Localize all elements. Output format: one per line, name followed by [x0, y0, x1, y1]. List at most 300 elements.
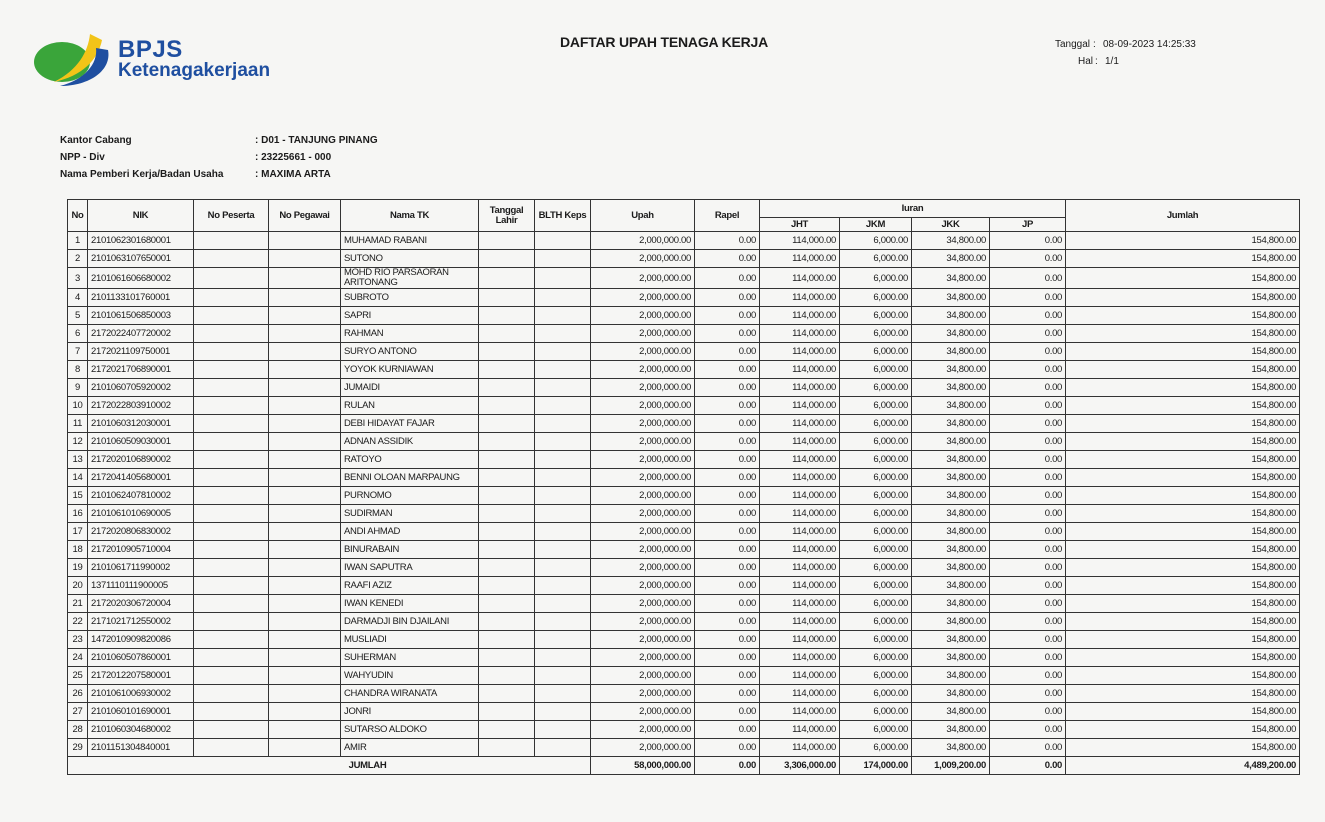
- cell-no: 21: [68, 595, 88, 613]
- hal-label: Hal: [1077, 56, 1093, 67]
- cell-jumlah: 154,800.00: [1066, 505, 1300, 523]
- cell-jht: 114,000.00: [760, 667, 840, 685]
- hal-value: 1/1: [1105, 56, 1119, 67]
- cell-empty: [479, 541, 535, 559]
- kantor-label: Kantor Cabang: [60, 135, 132, 146]
- cell-empty: [194, 397, 269, 415]
- cell-jkm: 6,000.00: [840, 613, 912, 631]
- cell-empty: [269, 613, 341, 631]
- cell-rapel: 0.00: [695, 595, 760, 613]
- cell-empty: [479, 667, 535, 685]
- cell-nik: 2101061711990002: [88, 559, 194, 577]
- cell-jkk: 34,800.00: [912, 307, 990, 325]
- cell-empty: [269, 361, 341, 379]
- npp-value: : 23225661 - 000: [255, 152, 332, 163]
- cell-empty: [269, 541, 341, 559]
- cell-empty: [535, 559, 591, 577]
- cell-empty: [194, 268, 269, 289]
- cell-jkk: 34,800.00: [912, 433, 990, 451]
- cell-empty: [194, 505, 269, 523]
- cell-nama: DEBI HIDAYAT FAJAR: [341, 415, 479, 433]
- cell-jumlah: 154,800.00: [1066, 307, 1300, 325]
- cell-empty: [535, 469, 591, 487]
- cell-jp: 0.00: [990, 343, 1066, 361]
- cell-nama: JONRI: [341, 703, 479, 721]
- cell-empty: [194, 232, 269, 250]
- cell-jp: 0.00: [990, 523, 1066, 541]
- cell-jp: 0.00: [990, 361, 1066, 379]
- cell-rapel: 0.00: [695, 232, 760, 250]
- cell-jumlah: 154,800.00: [1066, 613, 1300, 631]
- cell-empty: [194, 667, 269, 685]
- table-row: [68, 232, 1300, 250]
- cell-jp: 0.00: [990, 487, 1066, 505]
- cell-jht: 114,000.00: [760, 397, 840, 415]
- cell-empty: [535, 613, 591, 631]
- cell-no: 10: [68, 397, 88, 415]
- cell-nik: 2101060101690001: [88, 703, 194, 721]
- cell-empty: [479, 505, 535, 523]
- cell-empty: [535, 397, 591, 415]
- cell-jp: 0.00: [990, 415, 1066, 433]
- cell-jkk: 34,800.00: [912, 361, 990, 379]
- table-row: [68, 631, 1300, 649]
- cell-empty: [269, 739, 341, 757]
- cell-no: 29: [68, 739, 88, 757]
- employer-info: [60, 132, 378, 183]
- cell-rapel: 0.00: [695, 577, 760, 595]
- cell-empty: [194, 307, 269, 325]
- cell-jkm: 6,000.00: [840, 577, 912, 595]
- cell-upah: 2,000,000.00: [591, 649, 695, 667]
- cell-empty: [479, 613, 535, 631]
- cell-jumlah: 154,800.00: [1066, 289, 1300, 307]
- cell-no: 18: [68, 541, 88, 559]
- cell-jp: 0.00: [990, 433, 1066, 451]
- cell-empty: [269, 577, 341, 595]
- cell-empty: [269, 307, 341, 325]
- cell-jkm: 6,000.00: [840, 433, 912, 451]
- cell-jumlah: 154,800.00: [1066, 379, 1300, 397]
- cell-jumlah: 154,800.00: [1066, 268, 1300, 289]
- cell-empty: [269, 667, 341, 685]
- cell-jp: 0.00: [990, 577, 1066, 595]
- cell-jkm: 6,000.00: [840, 469, 912, 487]
- cell-empty: [269, 397, 341, 415]
- cell-jumlah: 154,800.00: [1066, 397, 1300, 415]
- cell-jumlah: 154,800.00: [1066, 667, 1300, 685]
- cell-no: 8: [68, 361, 88, 379]
- cell-jkk: 34,800.00: [912, 685, 990, 703]
- cell-empty: [479, 649, 535, 667]
- cell-upah: 2,000,000.00: [591, 613, 695, 631]
- cell-upah: 2,000,000.00: [591, 325, 695, 343]
- cell-jkm: 6,000.00: [840, 523, 912, 541]
- cell-empty: [535, 703, 591, 721]
- col-jkk: JKK: [912, 218, 990, 232]
- cell-jkm: 6,000.00: [840, 739, 912, 757]
- cell-rapel: 0.00: [695, 541, 760, 559]
- cell-nik: 2172022407720002: [88, 325, 194, 343]
- cell-nama: SUBROTO: [341, 289, 479, 307]
- col-nik: NIK: [88, 200, 194, 232]
- cell-no: 7: [68, 343, 88, 361]
- table-row: [68, 433, 1300, 451]
- cell-jkk: 34,800.00: [912, 325, 990, 343]
- cell-jkk: 34,800.00: [912, 703, 990, 721]
- table-row: [68, 667, 1300, 685]
- cell-empty: [194, 595, 269, 613]
- cell-jht: 114,000.00: [760, 703, 840, 721]
- cell-jht: 114,000.00: [760, 289, 840, 307]
- cell-empty: [269, 325, 341, 343]
- cell-jkm: 6,000.00: [840, 685, 912, 703]
- table-row: [68, 523, 1300, 541]
- bpjs-emblem-icon: [32, 30, 116, 90]
- cell-empty: [479, 307, 535, 325]
- cell-empty: [194, 631, 269, 649]
- cell-jp: 0.00: [990, 559, 1066, 577]
- npp-label: NPP - Div: [60, 152, 105, 163]
- cell-empty: [479, 559, 535, 577]
- table-row: [68, 649, 1300, 667]
- cell-jkm: 6,000.00: [840, 268, 912, 289]
- cell-jkm: 6,000.00: [840, 379, 912, 397]
- cell-nik: 2101060507860001: [88, 649, 194, 667]
- cell-jht: 114,000.00: [760, 505, 840, 523]
- cell-empty: [194, 613, 269, 631]
- table-body: [68, 232, 1300, 757]
- cell-nama: MUHAMAD RABANI: [341, 232, 479, 250]
- cell-jkm: 6,000.00: [840, 595, 912, 613]
- cell-empty: [479, 577, 535, 595]
- cell-nama: CHANDRA WIRANATA: [341, 685, 479, 703]
- cell-empty: [269, 343, 341, 361]
- cell-empty: [269, 433, 341, 451]
- tanggal-label: Tanggal: [1055, 39, 1091, 50]
- cell-jkm: 6,000.00: [840, 307, 912, 325]
- cell-nama: IWAN KENEDI: [341, 595, 479, 613]
- cell-jht: 114,000.00: [760, 739, 840, 757]
- bpjs-logo: [32, 30, 312, 90]
- cell-jkk: 34,800.00: [912, 649, 990, 667]
- cell-nik: 2101061506850003: [88, 307, 194, 325]
- cell-jkm: 6,000.00: [840, 325, 912, 343]
- cell-jp: 0.00: [990, 397, 1066, 415]
- cell-jkk: 34,800.00: [912, 613, 990, 631]
- cell-jkk: 34,800.00: [912, 487, 990, 505]
- cell-empty: [535, 505, 591, 523]
- cell-empty: [535, 451, 591, 469]
- cell-no: 4: [68, 289, 88, 307]
- col-iuran: Iuran: [760, 200, 1066, 218]
- cell-rapel: 0.00: [695, 685, 760, 703]
- cell-jkk: 34,800.00: [912, 739, 990, 757]
- cell-rapel: 0.00: [695, 649, 760, 667]
- cell-rapel: 0.00: [695, 268, 760, 289]
- cell-no: 12: [68, 433, 88, 451]
- cell-jp: 0.00: [990, 469, 1066, 487]
- cell-empty: [479, 433, 535, 451]
- cell-nik: 2101060312030001: [88, 415, 194, 433]
- cell-empty: [535, 667, 591, 685]
- cell-empty: [194, 469, 269, 487]
- table-row: [68, 721, 1300, 739]
- cell-nik: 2101063107650001: [88, 250, 194, 268]
- cell-upah: 2,000,000.00: [591, 631, 695, 649]
- cell-nama: BENNI OLOAN MARPAUNG: [341, 469, 479, 487]
- cell-jkk: 34,800.00: [912, 667, 990, 685]
- cell-empty: [194, 343, 269, 361]
- cell-jp: 0.00: [990, 739, 1066, 757]
- wage-table: [67, 199, 1300, 775]
- cell-jht: 114,000.00: [760, 379, 840, 397]
- cell-jumlah: 154,800.00: [1066, 232, 1300, 250]
- cell-upah: 2,000,000.00: [591, 577, 695, 595]
- cell-empty: [269, 250, 341, 268]
- cell-rapel: 0.00: [695, 487, 760, 505]
- cell-jht: 114,000.00: [760, 250, 840, 268]
- cell-jkk: 34,800.00: [912, 379, 990, 397]
- table-row: [68, 397, 1300, 415]
- cell-jumlah: 154,800.00: [1066, 703, 1300, 721]
- cell-rapel: 0.00: [695, 469, 760, 487]
- table-row: [68, 469, 1300, 487]
- cell-nik: 1472010909820086: [88, 631, 194, 649]
- col-tanggal-lahir: Tanggal Lahir: [479, 200, 535, 232]
- cell-jht: 114,000.00: [760, 343, 840, 361]
- cell-jkm: 6,000.00: [840, 721, 912, 739]
- cell-jht: 114,000.00: [760, 685, 840, 703]
- cell-empty: [194, 250, 269, 268]
- cell-jht: 114,000.00: [760, 415, 840, 433]
- cell-jkk: 34,800.00: [912, 268, 990, 289]
- cell-no: 9: [68, 379, 88, 397]
- table-row: [68, 559, 1300, 577]
- cell-jht: 114,000.00: [760, 559, 840, 577]
- cell-empty: [269, 469, 341, 487]
- cell-no: 24: [68, 649, 88, 667]
- cell-upah: 2,000,000.00: [591, 541, 695, 559]
- cell-rapel: 0.00: [695, 250, 760, 268]
- cell-nama: SUTONO: [341, 250, 479, 268]
- cell-jkk: 34,800.00: [912, 631, 990, 649]
- logo-line2: Ketenagakerjaan: [118, 60, 271, 81]
- cell-jumlah: 154,800.00: [1066, 343, 1300, 361]
- cell-empty: [479, 268, 535, 289]
- cell-upah: 2,000,000.00: [591, 250, 695, 268]
- cell-empty: [535, 361, 591, 379]
- cell-empty: [479, 487, 535, 505]
- cell-rapel: 0.00: [695, 739, 760, 757]
- cell-upah: 2,000,000.00: [591, 523, 695, 541]
- table-row: [68, 325, 1300, 343]
- col-jkm: JKM: [840, 218, 912, 232]
- cell-jp: 0.00: [990, 379, 1066, 397]
- cell-nama: SAPRI: [341, 307, 479, 325]
- cell-upah: 2,000,000.00: [591, 505, 695, 523]
- cell-rapel: 0.00: [695, 523, 760, 541]
- cell-upah: 2,000,000.00: [591, 667, 695, 685]
- cell-no: 25: [68, 667, 88, 685]
- cell-jp: 0.00: [990, 685, 1066, 703]
- cell-empty: [535, 343, 591, 361]
- cell-jkk: 34,800.00: [912, 559, 990, 577]
- total-upah: 58,000,000.00: [591, 757, 695, 775]
- table-row: [68, 415, 1300, 433]
- col-blth-keps: BLTH Keps: [535, 200, 591, 232]
- cell-empty: [535, 685, 591, 703]
- cell-jp: 0.00: [990, 268, 1066, 289]
- cell-empty: [269, 415, 341, 433]
- cell-empty: [479, 469, 535, 487]
- cell-empty: [479, 721, 535, 739]
- cell-empty: [535, 739, 591, 757]
- cell-jkk: 34,800.00: [912, 451, 990, 469]
- cell-empty: [535, 487, 591, 505]
- col-jumlah: Jumlah: [1066, 200, 1300, 232]
- cell-empty: [269, 232, 341, 250]
- cell-empty: [479, 379, 535, 397]
- cell-nik: 2172021706890001: [88, 361, 194, 379]
- cell-nik: 2101061606680002: [88, 268, 194, 289]
- cell-jumlah: 154,800.00: [1066, 685, 1300, 703]
- cell-jkk: 34,800.00: [912, 397, 990, 415]
- cell-jkk: 34,800.00: [912, 250, 990, 268]
- cell-jht: 114,000.00: [760, 487, 840, 505]
- cell-nama: PURNOMO: [341, 487, 479, 505]
- cell-jumlah: 154,800.00: [1066, 739, 1300, 757]
- cell-jkm: 6,000.00: [840, 361, 912, 379]
- cell-empty: [194, 721, 269, 739]
- cell-empty: [269, 487, 341, 505]
- cell-empty: [269, 559, 341, 577]
- cell-upah: 2,000,000.00: [591, 433, 695, 451]
- cell-jumlah: 154,800.00: [1066, 577, 1300, 595]
- cell-upah: 2,000,000.00: [591, 415, 695, 433]
- cell-empty: [479, 415, 535, 433]
- cell-jkk: 34,800.00: [912, 232, 990, 250]
- cell-empty: [194, 451, 269, 469]
- cell-jht: 114,000.00: [760, 325, 840, 343]
- cell-rapel: 0.00: [695, 721, 760, 739]
- cell-upah: 2,000,000.00: [591, 451, 695, 469]
- col-jp: JP: [990, 218, 1066, 232]
- cell-rapel: 0.00: [695, 307, 760, 325]
- cell-no: 27: [68, 703, 88, 721]
- cell-empty: [269, 379, 341, 397]
- cell-jp: 0.00: [990, 721, 1066, 739]
- cell-empty: [479, 232, 535, 250]
- cell-nik: 2172010905710004: [88, 541, 194, 559]
- cell-empty: [269, 649, 341, 667]
- cell-jkm: 6,000.00: [840, 232, 912, 250]
- cell-jkm: 6,000.00: [840, 505, 912, 523]
- cell-nama: DARMADJI BIN DJAILANI: [341, 613, 479, 631]
- table-row: [68, 307, 1300, 325]
- cell-nama: AMIR: [341, 739, 479, 757]
- cell-jp: 0.00: [990, 325, 1066, 343]
- cell-jkk: 34,800.00: [912, 505, 990, 523]
- cell-nik: 2171021712550002: [88, 613, 194, 631]
- cell-empty: [535, 232, 591, 250]
- table-row: [68, 541, 1300, 559]
- cell-jumlah: 154,800.00: [1066, 325, 1300, 343]
- cell-jkk: 34,800.00: [912, 595, 990, 613]
- cell-no: 17: [68, 523, 88, 541]
- cell-rapel: 0.00: [695, 343, 760, 361]
- cell-nama: RAAFI AZIZ: [341, 577, 479, 595]
- cell-no: 1: [68, 232, 88, 250]
- document-title: DAFTAR UPAH TENAGA KERJA: [560, 34, 769, 50]
- cell-rapel: 0.00: [695, 361, 760, 379]
- cell-jkm: 6,000.00: [840, 250, 912, 268]
- cell-jkm: 6,000.00: [840, 559, 912, 577]
- cell-jumlah: 154,800.00: [1066, 469, 1300, 487]
- cell-upah: 2,000,000.00: [591, 739, 695, 757]
- cell-empty: [479, 685, 535, 703]
- pemberi-value: : MAXIMA ARTA: [255, 169, 331, 180]
- cell-empty: [535, 307, 591, 325]
- document-meta: Tanggal : 08-09-2023 14:25:33 Hal : 1/1: [1055, 36, 1196, 70]
- cell-nik: 2101062407810002: [88, 487, 194, 505]
- cell-rapel: 0.00: [695, 559, 760, 577]
- cell-no: 6: [68, 325, 88, 343]
- col-no-peserta: No Peserta: [194, 200, 269, 232]
- table-row: [68, 487, 1300, 505]
- cell-jp: 0.00: [990, 541, 1066, 559]
- cell-jht: 114,000.00: [760, 433, 840, 451]
- table-row: [68, 289, 1300, 307]
- cell-jp: 0.00: [990, 289, 1066, 307]
- cell-empty: [479, 397, 535, 415]
- cell-jht: 114,000.00: [760, 649, 840, 667]
- cell-empty: [194, 415, 269, 433]
- cell-no: 22: [68, 613, 88, 631]
- cell-nik: 2172021109750001: [88, 343, 194, 361]
- total-row: [68, 757, 1300, 775]
- cell-jumlah: 154,800.00: [1066, 361, 1300, 379]
- cell-upah: 2,000,000.00: [591, 595, 695, 613]
- cell-empty: [194, 541, 269, 559]
- cell-nik: 2101061010690005: [88, 505, 194, 523]
- cell-jht: 114,000.00: [760, 307, 840, 325]
- cell-empty: [269, 595, 341, 613]
- cell-empty: [269, 268, 341, 289]
- cell-upah: 2,000,000.00: [591, 361, 695, 379]
- cell-jkm: 6,000.00: [840, 487, 912, 505]
- cell-nama: BINURABAIN: [341, 541, 479, 559]
- cell-empty: [194, 685, 269, 703]
- cell-nama: SUHERMAN: [341, 649, 479, 667]
- cell-jp: 0.00: [990, 232, 1066, 250]
- cell-nama: RATOYO: [341, 451, 479, 469]
- cell-no: 23: [68, 631, 88, 649]
- cell-no: 2: [68, 250, 88, 268]
- cell-nama: RULAN: [341, 397, 479, 415]
- cell-empty: [479, 595, 535, 613]
- cell-empty: [479, 631, 535, 649]
- cell-upah: 2,000,000.00: [591, 721, 695, 739]
- cell-empty: [535, 379, 591, 397]
- cell-empty: [194, 361, 269, 379]
- total-jht: 3,306,000.00: [760, 757, 840, 775]
- cell-jp: 0.00: [990, 250, 1066, 268]
- cell-rapel: 0.00: [695, 325, 760, 343]
- table-row: [68, 505, 1300, 523]
- cell-no: 15: [68, 487, 88, 505]
- cell-empty: [479, 325, 535, 343]
